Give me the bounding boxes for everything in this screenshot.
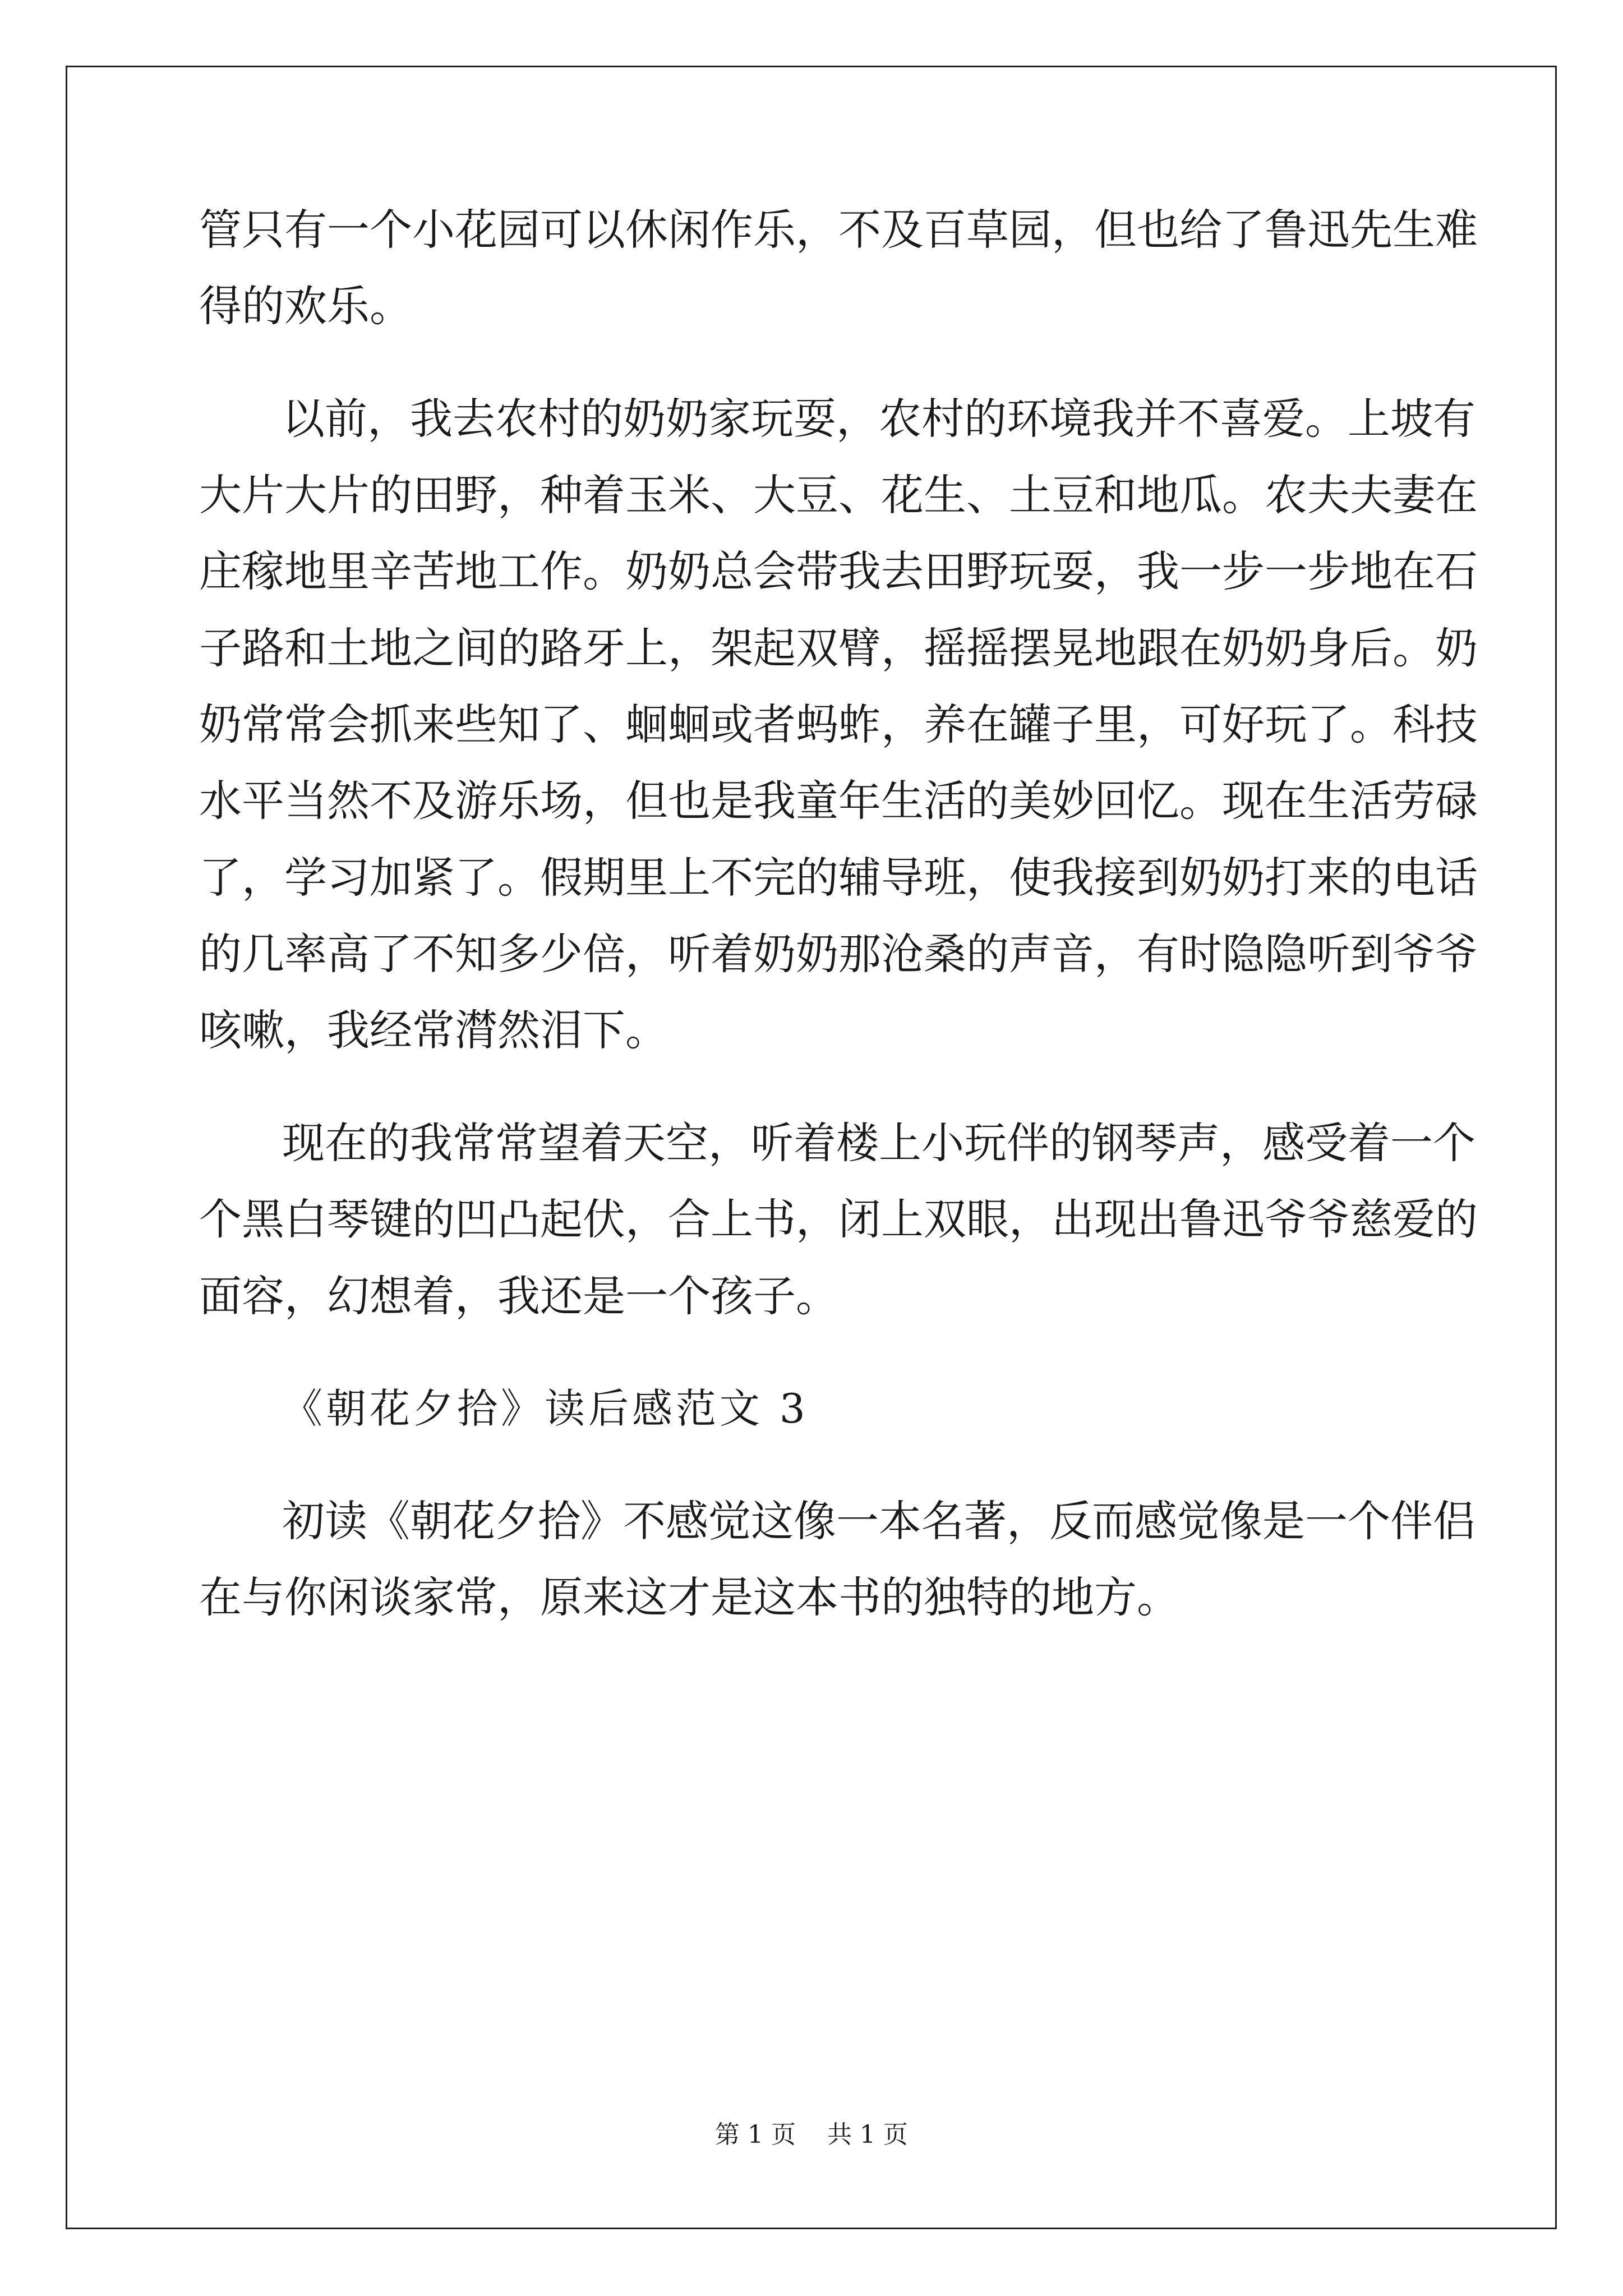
text-line: 面容，幻想着，我还是一个孩子。 bbox=[199, 1271, 838, 1321]
text-line: 的几率高了不知多少倍，听着奶奶那沧桑的声音，有时隐隐听到爷爷 bbox=[199, 929, 1478, 979]
text-line: 咳嗽，我经常潸然泪下。 bbox=[199, 1005, 668, 1055]
text-line: 子路和土地之间的路牙上，架起双臂，摇摇摆晃地跟在奶奶身后。奶 bbox=[199, 623, 1478, 673]
text-line: 水平当然不及游乐场，但也是我童年生活的美妙回忆。现在生活劳碌 bbox=[199, 776, 1478, 826]
text-line: 了，学习加紧了。假期里上不完的辅导班，使我接到奶奶打来的电话 bbox=[199, 853, 1478, 903]
text-line: 得的欢乐。 bbox=[199, 281, 412, 331]
text-line: 现在的我常常望着天空，听着楼上小玩伴的钢琴声，感受着一个 bbox=[282, 1118, 1476, 1168]
text-line: 个黑白琴键的凹凸起伏，合上书，闭上双眼，出现出鲁迅爷爷慈爱的 bbox=[199, 1194, 1478, 1244]
text-line: 初读《朝花夕拾》不感觉这像一本名著，反而感觉像是一个伴侣 bbox=[282, 1496, 1476, 1546]
text-line: 大片大片的田野，种着玉米、大豆、花生、土豆和地瓜。农夫夫妻在 bbox=[199, 470, 1478, 520]
text-line: 以前，我去农村的奶奶家玩耍，农村的环境我并不喜爱。上坡有 bbox=[282, 394, 1476, 444]
text-line: 管只有一个小花园可以休闲作乐，不及百草园，但也给了鲁迅先生难 bbox=[199, 205, 1478, 255]
text-line: 在与你闲谈家常，原来这才是这本书的独特的地方。 bbox=[199, 1572, 1179, 1622]
page-footer: 第 1 页 共 1 页 bbox=[715, 2120, 908, 2149]
section-heading: 《朝花夕拾》读后感范文 3 bbox=[282, 1385, 809, 1432]
text-line: 奶常常会抓来些知了、蛔蛔或者蚂蚱，养在罐子里，可好玩了。科技 bbox=[199, 700, 1478, 749]
text-line: 庄稼地里辛苦地工作。奶奶总会带我去田野玩耍，我一步一步地在石 bbox=[199, 546, 1478, 596]
